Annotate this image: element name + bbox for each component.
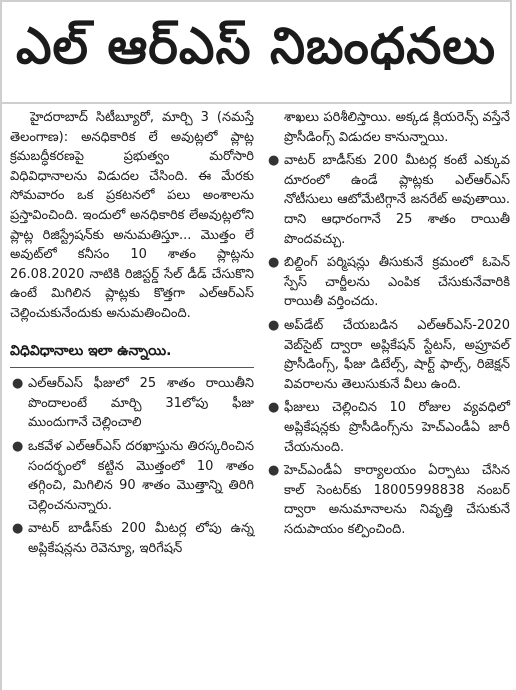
bullet-icon: ● bbox=[268, 153, 280, 169]
continuation-paragraph: శాఖలు పరిశీలిస్తాయి. అక్కడ క్లియరెన్స్ వస్తేనే ప్రొసీడింగ్స్ విడుదల కానున్నాయి. bbox=[284, 110, 510, 145]
list-item: ● ఎల్ఆర్ఎస్ ఫీజులో 25 శాతం రాయితీని పొందాలంటే మార్చి 31లోపు ఫీజు ముందుగానే చెల్లించాలి bbox=[12, 376, 254, 431]
bullet-icon: ● bbox=[12, 521, 24, 537]
list-item: ● హెచ్ఎండీఏ కార్యాలయం ఏర్పాటు చేసిన కాల్ సెంటర్‌కు 18005998838 నంబర్ ద్వారా అనుమానాలను నివృత్తి చేసుకునే సదుపాయం కల్పించింది. bbox=[268, 463, 510, 537]
bullet-icon: ● bbox=[12, 438, 24, 454]
bullet-icon: ● bbox=[268, 400, 280, 416]
bullet-icon: ● bbox=[12, 376, 24, 392]
left-bullet-list bbox=[10, 374, 254, 558]
list-item: ● ఫీజులు చెల్లించిన 10 రోజుల వ్యవధిలో అప్లికేషన్లకు ప్రొసీడింగ్స్‌ను హెచ్ఎండీఏ జారీ చేయనుంది. bbox=[268, 400, 510, 455]
list-item: ● బిల్డింగ్ పర్మిషన్లు తీసుకునే క్రమంలో ఓపెన్ స్పేస్ చార్జీలను ఎంపిక చేసుకునేవారికి రాయితీ వర్తించదు. bbox=[268, 255, 510, 310]
subheading-rule bbox=[10, 367, 254, 368]
list-item: ● అప్‌డేట్ చేయబడిన ఎల్ఆర్ఎస్-2020 వెబ్‌సైట్ ద్వారా అప్లికేషన్ స్టేటస్, అప్రూవల్ ప్రొసీడింగ్స్, ఫీజు డిటేల్స్, షార్ట్ ఫాల్స్, రిజెక్షన్ వివరాలను తెలుసుకునే వీలు ఉంది. bbox=[268, 317, 510, 392]
list-item: ● వాటర్ బాడీస్‌కు 200 మీటర్ల కంటే ఎక్కువ దూరంలో ఉండే ప్లాట్లకు ఎల్ఆర్ఎస్ నోటీసులు ఆటోమేటిగ్గానే జనరేట్ అవుతాయి. దాని ఆధారంగానే 25 శాతం రాయితీ పొందవచ్చు. bbox=[268, 153, 510, 247]
headline: ఎల్ ఆర్ఎస్ నిబంధనలు bbox=[15, 16, 497, 75]
headline-banner bbox=[0, 0, 512, 104]
bullet-icon: ● bbox=[268, 463, 280, 479]
right-column bbox=[266, 108, 510, 543]
right-bullet-list bbox=[266, 151, 510, 539]
list-item: ● ఒకవేళ ఎల్ఆర్ఎస్ దరఖాస్తును తిరస్కరించిన సందర్భంలో కట్టిన మొత్తంలో 10 శాతం తగ్గించి, మిగిలిన 90 శాతం మొత్తాన్ని తిరిగి చెల్లించనున్నారు. bbox=[12, 438, 254, 513]
subheading: విధివిధానాలు ఇలా ఉన్నాయి. bbox=[10, 342, 172, 359]
list-item: ● వాటర్ బాడీస్‌కు 200 మీటర్ల లోపు ఉన్న అప్లికేషన్లను రెవెన్యూ, ఇరిగేషన్ bbox=[12, 521, 254, 556]
bullet-icon: ● bbox=[268, 255, 280, 271]
bullet-icon: ● bbox=[268, 317, 280, 333]
intro-paragraph: హైదరాబాద్ సిటీబ్యూరో, మార్చి 3 (నమస్తే తెలంగాణ): అనధికారిక లే అవుట్లలో ప్లాట్ల క్రమబద్ధీకరణపై ప్రభుత్వం మరోసారి విధివిధానాలను విడుదల చేసింది. ఈ మేరకు సోమవారం ఒక ప్రకటనలో పలు అంశాలను ప్రస్తావించింది. ఇందులో అనధికారిక లేఅవుట్లలోని ప్లాట్ల రిజిస్ట్రేషన్‌కు అనుమతిస్తూ... మొత్తం లే అవుట్‌లో కనీసం 10 శాతం ప్లాట్లను 26.08.2020 నాటికి రిజిస్టర్డ్ సేల్ డీడ్ చేసుకొని ఉంటే మిగిలిన ప్లాట్లకు కొత్తగా ఎల్ఆర్ఎస్ చెల్లించుకునేందుకు అనుమతించింది. bbox=[10, 110, 254, 321]
left-column bbox=[10, 108, 254, 562]
